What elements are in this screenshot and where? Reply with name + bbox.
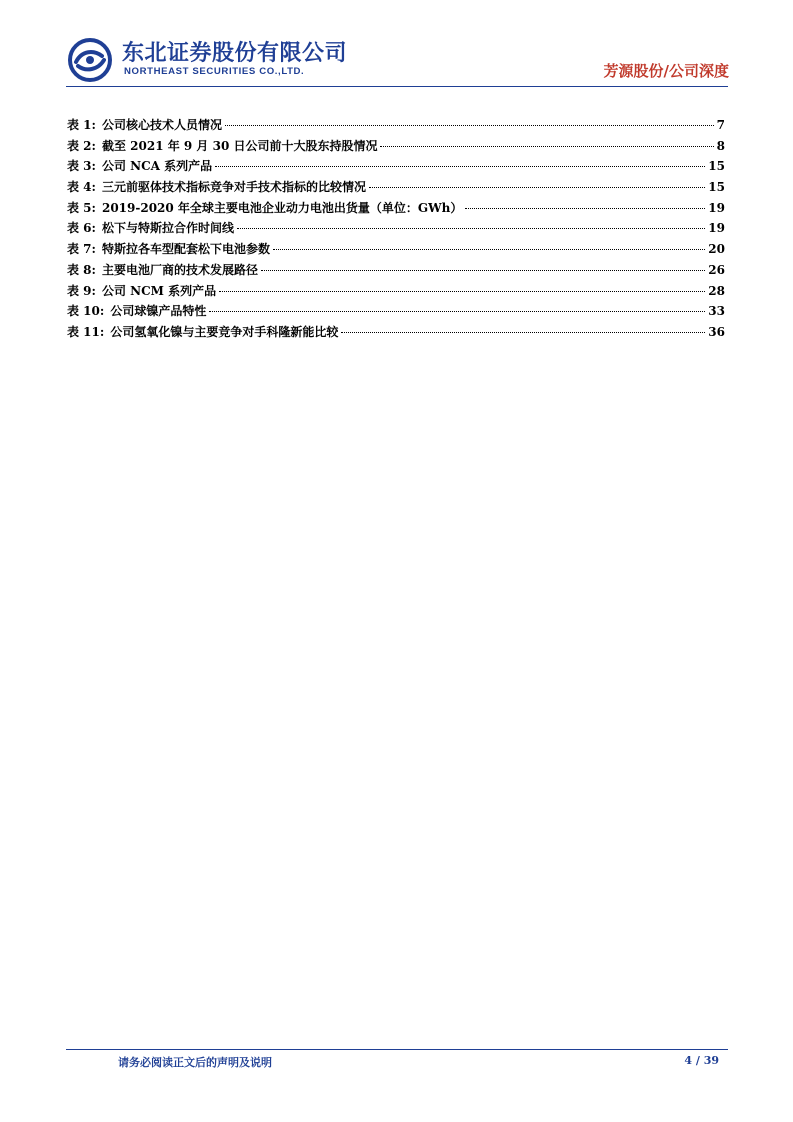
toc-entry-title: 公司球镍产品特性 [110,304,207,319]
toc-entry-leader [225,124,714,126]
toc-entry-leader [369,186,705,188]
toc-entry[interactable] [67,157,725,178]
toc-entry-leader [261,269,705,271]
toc-entry-label: 表 5: [67,200,96,215]
toc-entry-page: 7 [716,118,725,132]
page-header [0,0,793,90]
toc-entry-label: 表 2: [67,138,96,153]
toc-entry[interactable] [67,219,725,240]
table-of-tables [67,116,725,344]
toc-entry-leader [209,310,705,312]
toc-entry[interactable] [67,302,725,323]
toc-entry-label: 表 11: [67,324,105,339]
toc-entry-leader [219,290,705,292]
toc-entry-page: 19 [708,221,725,236]
toc-entry[interactable] [67,323,725,344]
toc-entry-leader [237,227,705,229]
toc-entry[interactable] [67,240,725,261]
toc-entry-label: 表 3: [67,159,96,174]
toc-entry-page: 33 [708,304,725,319]
toc-entry[interactable] [67,282,725,303]
page-number: 4 / 39 [684,1054,719,1067]
toc-entry-title: 主要电池厂商的技术发展路径 [101,262,258,277]
toc-entry-title: 公司 NCM 系列产品 [101,283,217,298]
toc-entry-page: 19 [708,200,725,215]
toc-entry[interactable] [67,199,725,220]
toc-entry-page: 26 [708,262,725,277]
toc-entry[interactable] [67,178,725,199]
toc-entry-label: 表 10: [67,304,105,319]
toc-entry-label: 表 6: [67,221,96,236]
toc-entry-leader [341,331,705,333]
toc-entry-title: 公司核心技术人员情况 [101,118,222,132]
toc-entry-title: 2019-2020 年全球主要电池企业动力电池出货量（单位：GWh） [101,200,463,215]
toc-entry-label: 表 4: [67,180,96,195]
footer-disclaimer: 请务必阅读正文后的声明及说明 [118,1056,272,1069]
toc-entry-leader [215,165,705,167]
toc-entry-label: 表 8: [67,262,96,277]
toc-entry[interactable] [67,261,725,282]
toc-entry[interactable] [67,137,725,158]
toc-entry-page: 15 [708,180,725,195]
toc-entry-label: 表 7: [67,242,96,257]
toc-entry-title: 特斯拉各车型配套松下电池参数 [101,242,270,257]
company-name-en: NORTHEAST SECURITIES CO.,LTD. [124,66,305,77]
toc-entry-title: 公司氢氧化镍与主要竞争对手科隆新能比较 [110,324,339,339]
toc-entry-label: 表 1: [67,118,96,132]
toc-entry-page: 20 [708,242,725,257]
toc-entry-label: 表 9: [67,283,96,298]
toc-entry-leader [380,145,713,147]
toc-entry-title: 公司 NCA 系列产品 [101,159,213,174]
toc-entry-title: 截至 2021 年 9 月 30 日公司前十大股东持股情况 [101,138,378,153]
toc-entry-leader [273,248,705,250]
toc-entry-page: 15 [708,159,725,174]
report-tag: 芳源股份/公司深度 [603,62,729,80]
toc-entry[interactable] [67,116,725,137]
toc-entry-page: 8 [716,138,725,153]
toc-entry-page: 36 [708,324,725,339]
toc-entry-page: 28 [708,283,725,298]
toc-entry-title: 三元前驱体技术指标竞争对手技术指标的比较情况 [101,180,366,195]
toc-entry-leader [465,207,705,209]
header-divider [66,86,728,87]
northeast-securities-logo-icon [68,38,112,82]
footer-divider [66,1049,728,1050]
toc-entry-title: 松下与特斯拉合作时间线 [101,221,234,236]
company-name-cn: 东北证券股份有限公司 [122,41,348,66]
